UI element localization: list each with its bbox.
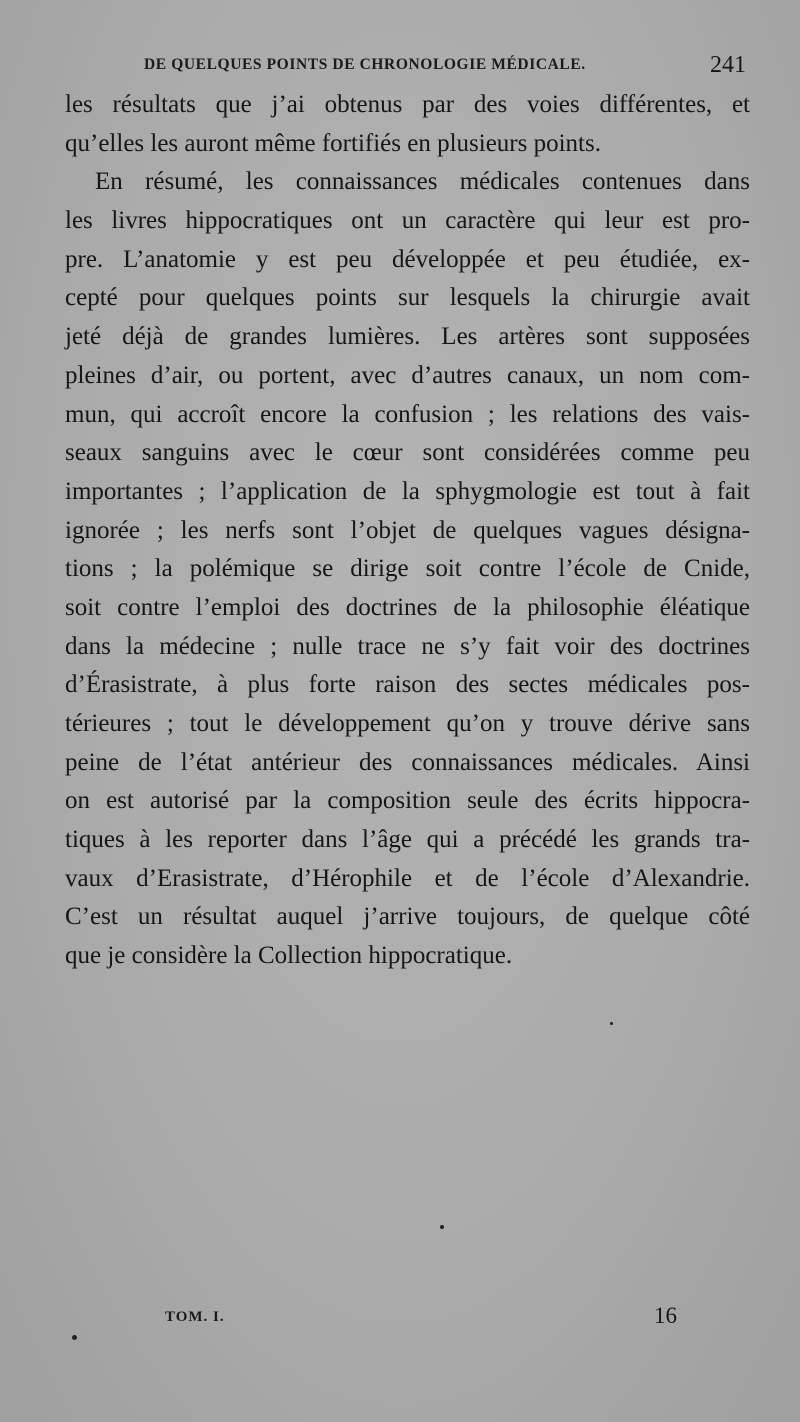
text-line: dans la médecine ; nulle trace ne s’y fait voir des doctrines: [65, 632, 750, 660]
text-line: ignorée ; les nerfs sont l’objet de quelques vagues désigna-: [65, 516, 750, 544]
text-line: tions ; la polémique se dirige soit contre l’école de Cnide,: [65, 555, 750, 583]
text-line: les livres hippocratiques ont un caractère qui leur est pro-: [65, 207, 750, 235]
text-line: pleines d’air, ou portent, avec d’autres canaux, un nom com-: [65, 361, 750, 389]
text-line: peine de l’état antérieur des connaissances médicales. Ainsi: [65, 748, 750, 776]
text-line: térieures ; tout le développement qu’on y trouve dérive sans: [65, 710, 750, 737]
volume-signature: TOM. I.: [165, 1309, 225, 1325]
running-head: [62, 52, 752, 82]
paper-speck: [72, 1335, 77, 1340]
running-title: DE QUELQUES POINTS DE CHRONOLOGIE MÉDICALE.: [144, 56, 586, 73]
text-line: vaux d’Erasistrate, d’Hérophile et de l’école d’Alexandrie.: [65, 864, 750, 892]
text-line: les résultats que j’ai obtenus par des voies différentes, et: [65, 91, 750, 118]
text-line: mun, qui accroît encore la confusion ; les relations des vais-: [65, 400, 750, 428]
text-line: on est autorisé par la composition seule des écrits hippocra-: [65, 787, 750, 815]
text-line: tiques à les reporter dans l’âge qui a précédé les grands tra-: [65, 826, 750, 854]
text-line: cepté pour quelques points sur lesquels la chirurgie avait: [65, 284, 750, 312]
text-line: soit contre l’emploi des doctrines de la philosophie éléatique: [65, 593, 750, 621]
text-line: seaux sanguins avec le cœur sont considérées comme peu: [65, 439, 750, 467]
body-text: [65, 86, 750, 976]
text-line: qu’elles les auront même fortifiés en plusieurs points.: [65, 129, 601, 157]
text-line: pre. L’anatomie y est peu développée et peu étudiée, ex-: [65, 245, 750, 273]
text-line: d’Érasistrate, à plus forte raison des sectes médicales pos-: [65, 671, 750, 699]
paper-speck: [440, 1225, 444, 1229]
text-line: jeté déjà de grandes lumières. Les artères sont supposées: [65, 323, 750, 351]
page-footer: [165, 1305, 685, 1335]
paper-speck: [610, 1022, 613, 1025]
text-line: importantes ; l’application de la sphygmologie est tout à fait: [65, 477, 750, 505]
text-line: En résumé, les connaissances médicales contenues dans: [95, 168, 750, 196]
page-number: 241: [710, 52, 746, 78]
gathering-number: 16: [654, 1303, 677, 1328]
text-line: C’est un résultat auquel j’arrive toujours, de quelque côté: [65, 903, 750, 931]
text-line: que je considère la Collection hippocratique.: [65, 942, 513, 970]
